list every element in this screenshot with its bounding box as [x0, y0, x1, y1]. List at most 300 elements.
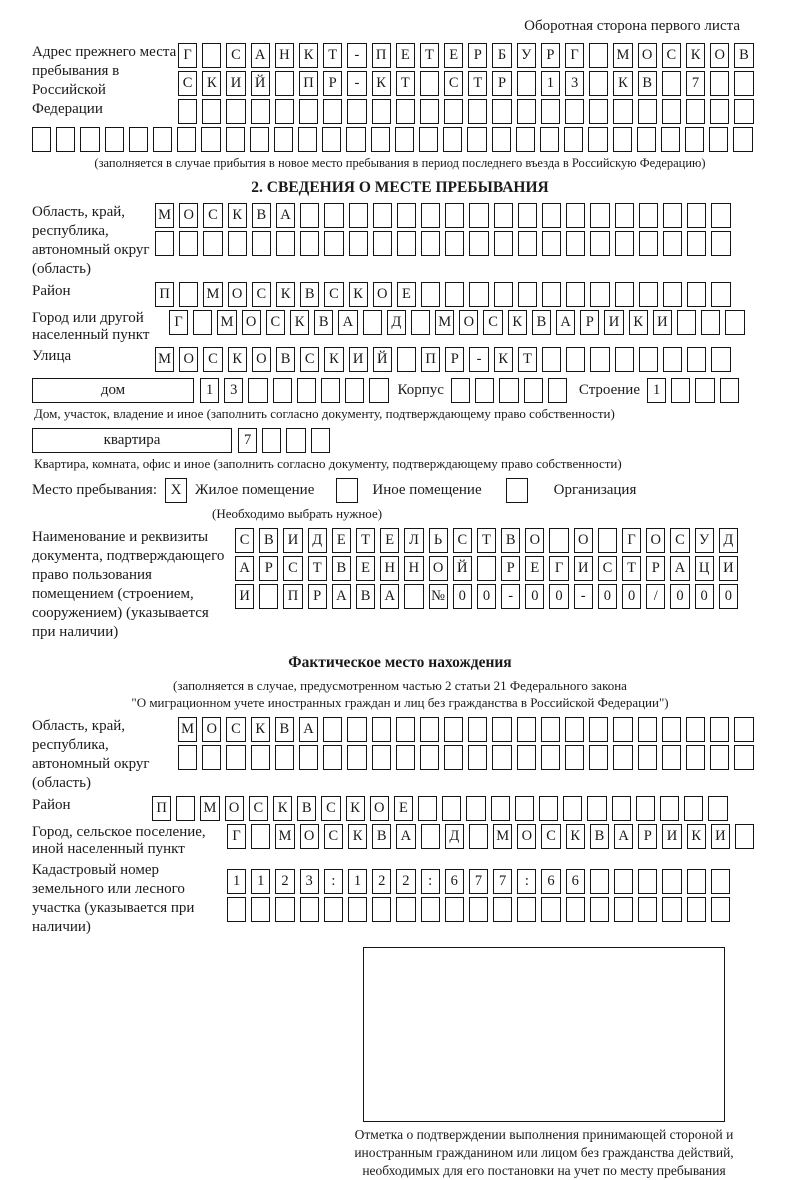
stay-type-checkbox-other[interactable] — [336, 478, 358, 503]
char-cell[interactable]: О — [710, 43, 729, 68]
char-cell[interactable] — [300, 897, 319, 922]
char-cell[interactable]: П — [283, 584, 302, 609]
char-cell[interactable] — [349, 203, 368, 228]
char-cell[interactable] — [193, 310, 212, 335]
char-cell[interactable]: В — [356, 584, 375, 609]
char-cell[interactable]: 2 — [372, 869, 391, 894]
char-cell[interactable] — [250, 127, 269, 152]
char-cell[interactable]: М — [613, 43, 632, 68]
char-cell[interactable] — [639, 203, 658, 228]
char-cell[interactable] — [720, 378, 739, 403]
char-cell[interactable] — [662, 869, 681, 894]
char-cell[interactable] — [494, 231, 513, 256]
char-cell[interactable] — [300, 203, 319, 228]
char-cell[interactable] — [587, 796, 606, 821]
char-cell[interactable]: № — [429, 584, 448, 609]
char-cell[interactable] — [297, 378, 316, 403]
char-cell[interactable]: С — [321, 796, 340, 821]
char-cell[interactable] — [321, 378, 340, 403]
char-cell[interactable] — [660, 796, 679, 821]
char-cell[interactable] — [444, 99, 463, 124]
char-cell[interactable]: Т — [308, 556, 327, 581]
char-cell[interactable] — [444, 717, 463, 742]
char-cell[interactable]: П — [299, 71, 318, 96]
char-cell[interactable] — [613, 127, 632, 152]
char-cell[interactable] — [613, 717, 632, 742]
char-cell[interactable]: Т — [396, 71, 415, 96]
char-cell[interactable] — [517, 717, 536, 742]
char-cell[interactable] — [32, 127, 51, 152]
char-cell[interactable] — [348, 897, 367, 922]
char-cell[interactable] — [442, 796, 461, 821]
char-cell[interactable]: П — [152, 796, 171, 821]
char-cell[interactable] — [564, 127, 583, 152]
char-cell[interactable]: О — [225, 796, 244, 821]
char-cell[interactable] — [259, 584, 278, 609]
char-cell[interactable]: В — [276, 347, 295, 372]
char-cell[interactable]: К — [228, 203, 247, 228]
char-cell[interactable]: Т — [323, 43, 342, 68]
char-cell[interactable]: В — [314, 310, 333, 335]
char-cell[interactable] — [177, 127, 196, 152]
char-cell[interactable] — [420, 71, 439, 96]
char-cell[interactable] — [262, 428, 281, 453]
char-cell[interactable]: С — [662, 43, 681, 68]
char-cell[interactable] — [734, 745, 753, 770]
char-cell[interactable]: К — [372, 71, 391, 96]
char-cell[interactable]: К — [290, 310, 309, 335]
char-cell[interactable] — [420, 745, 439, 770]
char-cell[interactable] — [176, 796, 195, 821]
char-cell[interactable] — [347, 99, 366, 124]
char-cell[interactable] — [444, 745, 463, 770]
char-cell[interactable] — [404, 584, 423, 609]
char-cell[interactable]: 7 — [493, 869, 512, 894]
char-cell[interactable] — [711, 869, 730, 894]
char-cell[interactable] — [711, 282, 730, 307]
char-cell[interactable] — [468, 99, 487, 124]
char-cell[interactable] — [615, 203, 634, 228]
char-cell[interactable] — [324, 897, 343, 922]
char-cell[interactable] — [226, 99, 245, 124]
char-cell[interactable] — [517, 897, 536, 922]
char-cell[interactable] — [155, 231, 174, 256]
char-cell[interactable]: Р — [445, 347, 464, 372]
char-cell[interactable] — [638, 99, 657, 124]
char-cell[interactable] — [251, 745, 270, 770]
char-cell[interactable]: К — [494, 347, 513, 372]
char-cell[interactable] — [201, 127, 220, 152]
char-cell[interactable]: И — [283, 528, 302, 553]
char-cell[interactable]: С — [453, 528, 472, 553]
char-cell[interactable]: 0 — [453, 584, 472, 609]
char-cell[interactable]: 0 — [695, 584, 714, 609]
char-cell[interactable]: 7 — [686, 71, 705, 96]
char-cell[interactable] — [373, 231, 392, 256]
char-cell[interactable] — [735, 824, 754, 849]
char-cell[interactable]: О — [370, 796, 389, 821]
char-cell[interactable] — [615, 347, 634, 372]
char-cell[interactable]: И — [653, 310, 672, 335]
char-cell[interactable]: Р — [259, 556, 278, 581]
char-cell[interactable] — [614, 897, 633, 922]
char-cell[interactable] — [517, 99, 536, 124]
char-cell[interactable] — [637, 127, 656, 152]
char-cell[interactable] — [686, 745, 705, 770]
char-cell[interactable]: С — [226, 717, 245, 742]
char-cell[interactable]: Ц — [695, 556, 714, 581]
char-cell[interactable]: О — [373, 282, 392, 307]
char-cell[interactable]: Н — [380, 556, 399, 581]
char-cell[interactable]: У — [517, 43, 536, 68]
char-cell[interactable]: 0 — [525, 584, 544, 609]
document-row-3[interactable] — [235, 584, 738, 609]
char-cell[interactable]: Р — [501, 556, 520, 581]
char-cell[interactable]: 0 — [670, 584, 689, 609]
char-cell[interactable] — [662, 71, 681, 96]
char-cell[interactable] — [565, 745, 584, 770]
char-cell[interactable]: Р — [468, 43, 487, 68]
char-cell[interactable] — [549, 528, 568, 553]
char-cell[interactable] — [443, 127, 462, 152]
char-cell[interactable]: С — [203, 203, 222, 228]
char-cell[interactable] — [467, 127, 486, 152]
char-cell[interactable]: А — [276, 203, 295, 228]
char-cell[interactable] — [542, 282, 561, 307]
char-cell[interactable] — [615, 231, 634, 256]
char-cell[interactable] — [638, 717, 657, 742]
char-cell[interactable]: К — [251, 717, 270, 742]
char-cell[interactable]: Е — [380, 528, 399, 553]
char-cell[interactable] — [468, 717, 487, 742]
char-cell[interactable]: - — [347, 71, 366, 96]
char-cell[interactable] — [373, 203, 392, 228]
char-cell[interactable] — [663, 282, 682, 307]
char-cell[interactable] — [421, 282, 440, 307]
apartment-number-cells[interactable] — [238, 428, 330, 453]
char-cell[interactable] — [323, 99, 342, 124]
char-cell[interactable]: 3 — [224, 378, 243, 403]
char-cell[interactable]: А — [338, 310, 357, 335]
char-cell[interactable]: : — [421, 869, 440, 894]
char-cell[interactable]: 0 — [598, 584, 617, 609]
char-cell[interactable] — [469, 203, 488, 228]
char-cell[interactable] — [311, 428, 330, 453]
char-cell[interactable] — [397, 203, 416, 228]
char-cell[interactable] — [687, 231, 706, 256]
char-cell[interactable] — [451, 378, 470, 403]
char-cell[interactable]: Е — [444, 43, 463, 68]
char-cell[interactable] — [725, 310, 744, 335]
char-cell[interactable]: Д — [308, 528, 327, 553]
char-cell[interactable]: 1 — [348, 869, 367, 894]
char-cell[interactable]: 2 — [396, 869, 415, 894]
char-cell[interactable]: П — [372, 43, 391, 68]
char-cell[interactable]: А — [380, 584, 399, 609]
char-cell[interactable] — [710, 71, 729, 96]
char-cell[interactable]: Н — [404, 556, 423, 581]
char-cell[interactable]: Р — [492, 71, 511, 96]
char-cell[interactable] — [251, 824, 270, 849]
char-cell[interactable] — [539, 796, 558, 821]
char-cell[interactable]: 1 — [200, 378, 219, 403]
char-cell[interactable] — [671, 378, 690, 403]
prev-address-row-3[interactable] — [178, 99, 754, 124]
char-cell[interactable]: О — [228, 282, 247, 307]
char-cell[interactable]: К — [629, 310, 648, 335]
char-cell[interactable]: И — [604, 310, 623, 335]
actual-district-row[interactable] — [152, 796, 728, 821]
char-cell[interactable] — [517, 71, 536, 96]
char-cell[interactable]: С — [226, 43, 245, 68]
char-cell[interactable]: С — [541, 824, 560, 849]
char-cell[interactable]: О — [574, 528, 593, 553]
char-cell[interactable]: М — [217, 310, 236, 335]
char-cell[interactable] — [589, 745, 608, 770]
char-cell[interactable] — [662, 99, 681, 124]
char-cell[interactable] — [411, 310, 430, 335]
char-cell[interactable]: 7 — [238, 428, 257, 453]
char-cell[interactable]: М — [493, 824, 512, 849]
char-cell[interactable] — [322, 127, 341, 152]
char-cell[interactable] — [661, 127, 680, 152]
char-cell[interactable]: С — [252, 282, 271, 307]
char-cell[interactable]: К — [276, 282, 295, 307]
city-row[interactable] — [169, 310, 745, 335]
char-cell[interactable] — [372, 99, 391, 124]
char-cell[interactable] — [638, 869, 657, 894]
char-cell[interactable]: А — [299, 717, 318, 742]
char-cell[interactable] — [363, 310, 382, 335]
char-cell[interactable]: М — [200, 796, 219, 821]
char-cell[interactable]: К — [613, 71, 632, 96]
char-cell[interactable]: К — [299, 43, 318, 68]
char-cell[interactable] — [202, 43, 221, 68]
char-cell[interactable]: И — [719, 556, 738, 581]
char-cell[interactable] — [178, 99, 197, 124]
actual-city-row[interactable] — [227, 824, 754, 849]
char-cell[interactable] — [227, 897, 246, 922]
char-cell[interactable]: К — [324, 347, 343, 372]
char-cell[interactable] — [477, 556, 496, 581]
char-cell[interactable]: А — [670, 556, 689, 581]
char-cell[interactable] — [347, 745, 366, 770]
char-cell[interactable] — [565, 717, 584, 742]
char-cell[interactable] — [590, 231, 609, 256]
char-cell[interactable]: - — [501, 584, 520, 609]
char-cell[interactable]: В — [372, 824, 391, 849]
char-cell[interactable] — [542, 347, 561, 372]
char-cell[interactable] — [179, 282, 198, 307]
char-cell[interactable] — [708, 796, 727, 821]
char-cell[interactable] — [589, 717, 608, 742]
char-cell[interactable]: В — [638, 71, 657, 96]
char-cell[interactable] — [369, 378, 388, 403]
char-cell[interactable]: В — [734, 43, 753, 68]
char-cell[interactable] — [663, 231, 682, 256]
char-cell[interactable] — [445, 897, 464, 922]
char-cell[interactable] — [590, 347, 609, 372]
char-cell[interactable] — [226, 127, 245, 152]
char-cell[interactable]: 1 — [541, 71, 560, 96]
char-cell[interactable] — [323, 717, 342, 742]
char-cell[interactable]: Г — [227, 824, 246, 849]
char-cell[interactable] — [129, 127, 148, 152]
char-cell[interactable] — [684, 796, 703, 821]
char-cell[interactable] — [614, 869, 633, 894]
stay-type-checkbox-organization[interactable] — [506, 478, 528, 503]
char-cell[interactable]: И — [235, 584, 254, 609]
char-cell[interactable] — [541, 897, 560, 922]
char-cell[interactable] — [566, 203, 585, 228]
char-cell[interactable] — [636, 796, 655, 821]
char-cell[interactable]: С — [178, 71, 197, 96]
char-cell[interactable] — [711, 203, 730, 228]
char-cell[interactable] — [299, 99, 318, 124]
char-cell[interactable] — [613, 745, 632, 770]
char-cell[interactable] — [396, 897, 415, 922]
char-cell[interactable]: В — [259, 528, 278, 553]
char-cell[interactable]: О — [179, 347, 198, 372]
char-cell[interactable] — [397, 231, 416, 256]
house-number-cells[interactable] — [200, 378, 389, 403]
char-cell[interactable]: 3 — [565, 71, 584, 96]
char-cell[interactable] — [475, 378, 494, 403]
char-cell[interactable] — [421, 897, 440, 922]
char-cell[interactable] — [275, 71, 294, 96]
char-cell[interactable] — [710, 745, 729, 770]
char-cell[interactable] — [420, 717, 439, 742]
char-cell[interactable]: С — [670, 528, 689, 553]
char-cell[interactable] — [566, 282, 585, 307]
char-cell[interactable]: Д — [387, 310, 406, 335]
char-cell[interactable] — [540, 127, 559, 152]
char-cell[interactable]: С — [483, 310, 502, 335]
char-cell[interactable] — [563, 796, 582, 821]
char-cell[interactable]: Р — [308, 584, 327, 609]
char-cell[interactable]: С — [598, 556, 617, 581]
char-cell[interactable]: О — [242, 310, 261, 335]
char-cell[interactable] — [710, 717, 729, 742]
char-cell[interactable] — [228, 231, 247, 256]
char-cell[interactable]: С — [324, 824, 343, 849]
char-cell[interactable] — [687, 869, 706, 894]
actual-region-row-2[interactable] — [178, 745, 754, 770]
char-cell[interactable] — [275, 99, 294, 124]
char-cell[interactable]: И — [711, 824, 730, 849]
char-cell[interactable]: Н — [275, 43, 294, 68]
char-cell[interactable] — [711, 347, 730, 372]
char-cell[interactable] — [701, 310, 720, 335]
char-cell[interactable]: О — [300, 824, 319, 849]
actual-region-row-1[interactable] — [178, 717, 754, 742]
char-cell[interactable]: И — [226, 71, 245, 96]
char-cell[interactable]: 0 — [477, 584, 496, 609]
char-cell[interactable] — [445, 231, 464, 256]
char-cell[interactable]: К — [686, 43, 705, 68]
char-cell[interactable]: Т — [420, 43, 439, 68]
char-cell[interactable]: О — [638, 43, 657, 68]
char-cell[interactable]: П — [421, 347, 440, 372]
char-cell[interactable] — [589, 71, 608, 96]
char-cell[interactable]: 1 — [227, 869, 246, 894]
char-cell[interactable] — [566, 231, 585, 256]
char-cell[interactable]: А — [614, 824, 633, 849]
char-cell[interactable] — [466, 796, 485, 821]
char-cell[interactable] — [565, 99, 584, 124]
char-cell[interactable]: К — [273, 796, 292, 821]
region-row-1[interactable] — [155, 203, 731, 228]
char-cell[interactable]: А — [251, 43, 270, 68]
char-cell[interactable]: В — [275, 717, 294, 742]
char-cell[interactable]: - — [347, 43, 366, 68]
char-cell[interactable] — [541, 745, 560, 770]
char-cell[interactable] — [251, 897, 270, 922]
char-cell[interactable] — [589, 99, 608, 124]
char-cell[interactable]: К — [228, 347, 247, 372]
char-cell[interactable] — [662, 717, 681, 742]
char-cell[interactable] — [421, 231, 440, 256]
char-cell[interactable] — [274, 127, 293, 152]
char-cell[interactable]: Г — [622, 528, 641, 553]
char-cell[interactable]: В — [501, 528, 520, 553]
char-cell[interactable] — [686, 99, 705, 124]
char-cell[interactable] — [515, 796, 534, 821]
char-cell[interactable] — [516, 127, 535, 152]
char-cell[interactable]: Г — [565, 43, 584, 68]
char-cell[interactable] — [686, 717, 705, 742]
char-cell[interactable] — [469, 282, 488, 307]
char-cell[interactable] — [421, 203, 440, 228]
char-cell[interactable] — [734, 99, 753, 124]
char-cell[interactable]: А — [332, 584, 351, 609]
char-cell[interactable] — [542, 231, 561, 256]
char-cell[interactable] — [663, 347, 682, 372]
char-cell[interactable] — [276, 231, 295, 256]
char-cell[interactable]: 6 — [566, 869, 585, 894]
char-cell[interactable] — [226, 745, 245, 770]
char-cell[interactable]: Е — [396, 43, 415, 68]
char-cell[interactable] — [492, 745, 511, 770]
char-cell[interactable] — [612, 796, 631, 821]
char-cell[interactable]: 6 — [445, 869, 464, 894]
char-cell[interactable]: Р — [323, 71, 342, 96]
char-cell[interactable] — [371, 127, 390, 152]
char-cell[interactable] — [710, 99, 729, 124]
char-cell[interactable] — [590, 203, 609, 228]
char-cell[interactable]: М — [275, 824, 294, 849]
char-cell[interactable]: 3 — [300, 869, 319, 894]
char-cell[interactable]: С — [235, 528, 254, 553]
char-cell[interactable] — [397, 347, 416, 372]
char-cell[interactable]: Й — [453, 556, 472, 581]
char-cell[interactable]: Д — [445, 824, 464, 849]
char-cell[interactable]: О — [202, 717, 221, 742]
char-cell[interactable]: 1 — [647, 378, 666, 403]
char-cell[interactable] — [711, 231, 730, 256]
char-cell[interactable] — [541, 717, 560, 742]
char-cell[interactable] — [639, 231, 658, 256]
char-cell[interactable] — [179, 231, 198, 256]
char-cell[interactable] — [542, 203, 561, 228]
char-cell[interactable] — [202, 745, 221, 770]
char-cell[interactable] — [202, 99, 221, 124]
char-cell[interactable] — [734, 71, 753, 96]
char-cell[interactable] — [709, 127, 728, 152]
char-cell[interactable] — [685, 127, 704, 152]
char-cell[interactable]: М — [155, 347, 174, 372]
document-row-2[interactable] — [235, 556, 738, 581]
